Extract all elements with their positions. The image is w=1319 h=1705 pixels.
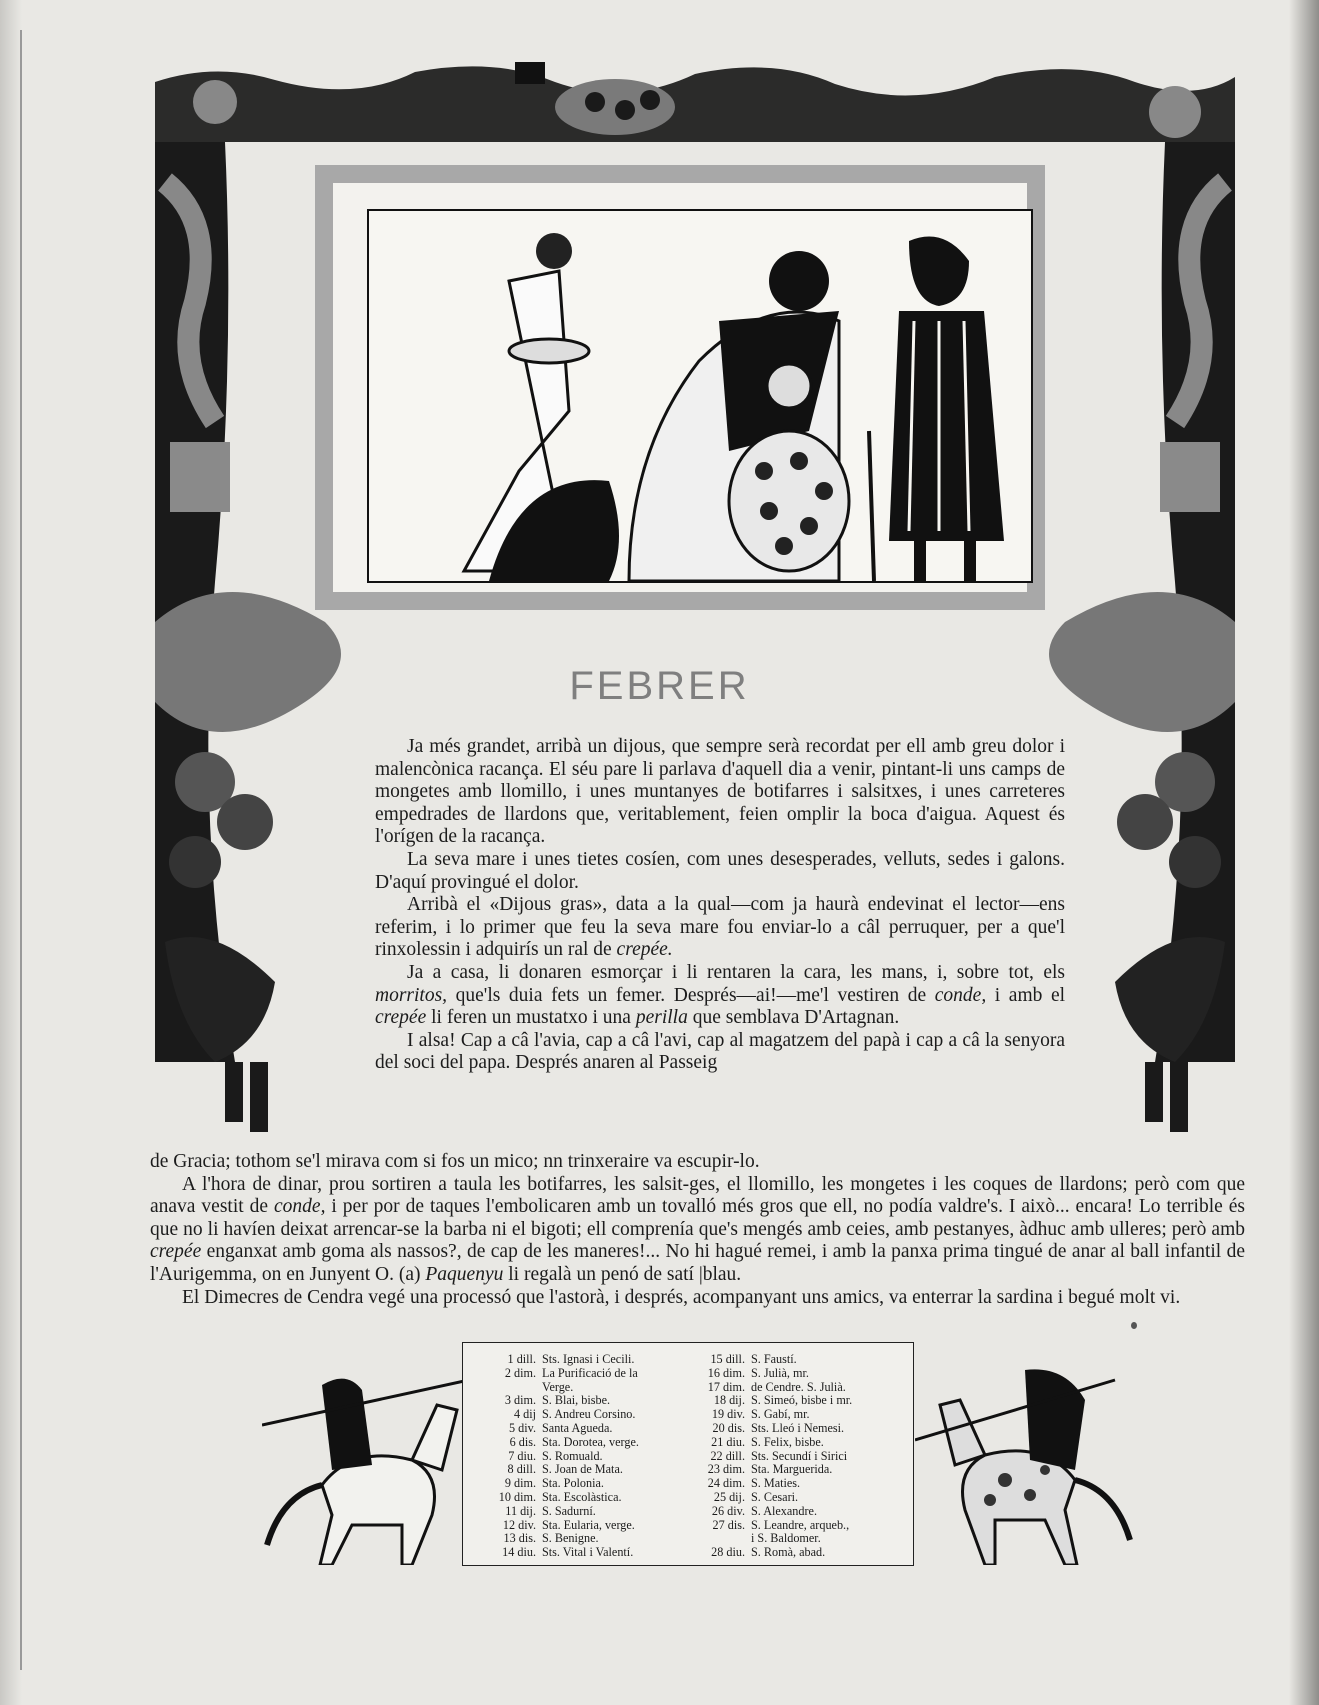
illustration-frame [315, 165, 1045, 610]
calendar-saint: S. Maties. [751, 1476, 801, 1491]
calendar-saint: S. Blai, bisbe. [542, 1393, 611, 1408]
calendar-day: 8 dill. [507, 1462, 536, 1477]
calendar-saint: de Cendre. S. Julià. [751, 1379, 846, 1394]
calendar-day: 10 dim. [498, 1489, 536, 1504]
calendar-row [488, 1532, 698, 1546]
calendar-saint: S. Sadurní. [542, 1503, 596, 1518]
calendar-row [488, 1353, 698, 1367]
calendar-saint: Santa Agueda. [542, 1420, 613, 1435]
dressing-scene-drawing [369, 211, 1031, 581]
calendar-day: 1 dill. [507, 1352, 536, 1366]
calendar-day [697, 1532, 751, 1546]
calendar-row [697, 1532, 907, 1546]
calendar-day: 23 dim. [707, 1462, 745, 1477]
calendar-row [697, 1353, 907, 1367]
page-shadow-right [1289, 0, 1319, 1705]
calendar-day: 7 diu. [508, 1448, 536, 1463]
calendar-day: 13 dis. [503, 1531, 536, 1546]
calendar-day: 27 dis. [712, 1517, 745, 1532]
calendar-row [488, 1367, 698, 1381]
calendar-day: 25 dij. [713, 1489, 745, 1504]
calendar-saint: Sta. Marguerida. [751, 1462, 833, 1477]
calendar-saint: La Purificació de la [542, 1365, 638, 1380]
calendar-row [488, 1436, 698, 1450]
calendar-saint: S. Felix, bisbe. [751, 1434, 824, 1449]
calendar-row [697, 1436, 907, 1450]
calendar-day: 4 dij [513, 1407, 536, 1422]
calendar-saint: S. Leandre, arqueb., [751, 1517, 850, 1532]
calendar-saint: Sta. Eularia, verge. [542, 1517, 635, 1532]
calendar-row [697, 1408, 907, 1422]
calendar-row [697, 1491, 907, 1505]
ink-speck [1131, 1322, 1137, 1329]
calendar-day: 17 dim. [707, 1379, 745, 1394]
calendar-row [488, 1381, 698, 1395]
calendar-day: 5 div. [509, 1420, 536, 1435]
calendar-saint: S. Faustí. [751, 1352, 797, 1366]
calendar-row [697, 1546, 907, 1560]
calendar-row [488, 1519, 698, 1533]
calendar-row [488, 1477, 698, 1491]
calendar-row [697, 1422, 907, 1436]
calendar-saint: i S. Baldomer. [751, 1531, 821, 1546]
calendar-day: 2 dim. [504, 1365, 536, 1380]
calendar-day: 20 dis. [712, 1420, 745, 1435]
calendar-row [697, 1394, 907, 1408]
calendar-row [488, 1422, 698, 1436]
calendar-row [697, 1367, 907, 1381]
calendar-saint: S. Andreu Corsino. [542, 1407, 636, 1422]
calendar-day: 21 diu. [711, 1434, 745, 1449]
right-rider-illustration [915, 1360, 1135, 1565]
calendar-saint: Sts. Ignasi i Cecili. [542, 1352, 635, 1366]
italic-word: crepée. [616, 939, 673, 961]
calendar-row [697, 1450, 907, 1464]
calendar-saint: Sts. Vital i Valentí. [542, 1545, 634, 1560]
calendar-day: 9 dim. [504, 1476, 536, 1491]
calendar-saint: S. Gabí, mr. [751, 1407, 810, 1422]
calendar-row [488, 1505, 698, 1519]
calendar-saint: S. Simeó, bisbe i mr. [751, 1393, 853, 1408]
left-rider-illustration [262, 1365, 492, 1565]
story-paragraph: Arribà el «Dijous gras», data a la qual—com ja haurà endevinat el lector—ens referim, i lo primer que feu la seva mare fou enviar-lo a câl perruquer, per a que'l rinxolessin i adquirís un ral de crepée. [375, 894, 1065, 961]
calendar-row [488, 1394, 698, 1408]
calendar-row [697, 1463, 907, 1477]
calendar-column-left [488, 1353, 698, 1560]
calendar-row [488, 1450, 698, 1464]
calendar-saint: S. Benigne. [542, 1531, 599, 1546]
calendar-day: 19 div. [711, 1407, 745, 1422]
calendar-saint: Sts. Lleó i Nemesi. [751, 1420, 845, 1435]
calendar-row [488, 1408, 698, 1422]
calendar-day: 26 div. [711, 1503, 745, 1518]
calendar-saint: S. Joan de Mata. [542, 1462, 623, 1477]
calendar-row [488, 1463, 698, 1477]
story-paragraph: I alsa! Cap a câ l'avia, cap a câ l'avi, cap al magatzem del papà i cap a câ la senyora del soci del papa. Després anaren al Passeig [375, 1029, 1065, 1074]
calendar-saint: Verge. [542, 1379, 574, 1394]
dressing-scene-illustration [367, 209, 1033, 583]
story-paragraph: El Dimecres de Cendra vegé una processó que l'astorà, i després, acompanyant uns amics, va enterrar la sardina i begué molt vi. [182, 1286, 1181, 1308]
illustration-mat [333, 183, 1027, 592]
calendar-day: 24 dim. [707, 1476, 745, 1491]
calendar-saint: S. Romuald. [542, 1448, 603, 1463]
calendar-row [697, 1381, 907, 1395]
calendar-saint: S. Cesari. [751, 1489, 799, 1504]
calendar-day [488, 1381, 542, 1395]
calendar-day: 18 dij. [713, 1393, 745, 1408]
story-column-wide [150, 1151, 1245, 1309]
story-column-narrow [375, 736, 1065, 1075]
story-paragraph: Ja més grandet, arribà un dijous, que sempre serà recordat per ell amb greu dolor i malencònica racança. El séu pare li parlava d'aquell dia a venir, pintant-li uns camps de mongetes amb llomillo, i unes muntanyes de botifarres i salsitxes, i unes carreteres empedrades de llardons que, veritablement, feien omplir la boca d'aigua. Aquest és l'orígen de la racança. [375, 736, 1065, 848]
story-paragraph-continued: de Gracia; tothom se'l mirava com si fos un mico; nn trinxeraire va escupir-lo. [150, 1151, 760, 1172]
calendar-day: 6 dis. [509, 1434, 536, 1449]
calendar-column-right [697, 1353, 907, 1560]
calendar-day: 3 dim. [504, 1393, 536, 1408]
calendar-day: 28 diu. [711, 1545, 745, 1560]
spine-line [20, 30, 22, 1670]
calendar-day: 12 div. [502, 1517, 536, 1532]
calendar-day: 15 dill. [710, 1352, 745, 1366]
story-paragraph: La seva mare i unes tietes cosíen, com unes desesperades, velluts, sedes i galons. D'aquí provingué el dolor. [375, 848, 1065, 893]
story-paragraph: A l'hora de dinar, prou sortiren a taula les botifarres, les salsit-ges, el llomillo, les mongetes i les coques de llardons; però com que anava vestit de conde, i per por de taques l'embolicaren amb un tovalló més gros que ell, no podía valdre's. I això... encara! Lo terrible és que no li havíen deixat arrencar-se la barba ni el bigoti; ell comprenía que's mengés amb ceies, amb pestanyes, àdhuc amb ulleres; però amb crepée enganxat amb goma als nassos?, de cap de les maneres!... No hi hagué remei, i amb la panxa prima tingué de anar al ball infantil de l'Aurigemma, on en Junyent O. (a) Paquenyu li regalà un penó de satí |blau. [150, 1173, 1245, 1285]
calendar-saint: Sts. Secundí i Sirici [751, 1448, 848, 1463]
calendar-row [697, 1505, 907, 1519]
calendar-day: 16 dim. [707, 1365, 745, 1380]
saints-calendar [462, 1342, 914, 1566]
calendar-row [697, 1477, 907, 1491]
calendar-saint: S. Julià, mr. [751, 1365, 809, 1380]
story-paragraph: Ja a casa, li donaren esmorçar i li rentaren la cara, les mans, i, sobre tot, els morritos, que'ls duia fets un femer. Després—ai!—me'l vestiren de conde, i amb el crepée li feren un mustatxo i una perilla que semblava D'Artagnan. [375, 961, 1066, 1029]
page-shadow-left [0, 0, 22, 1705]
calendar-saint: S. Alexandre. [751, 1503, 818, 1518]
calendar-saint: Sta. Escolàstica. [542, 1489, 622, 1504]
calendar-day: 14 diu. [502, 1545, 536, 1560]
month-title: FEBRER [569, 664, 750, 708]
calendar-row [697, 1519, 907, 1533]
calendar-row [488, 1491, 698, 1505]
calendar-day: 11 dij. [505, 1503, 536, 1518]
calendar-saint: Sta. Polonia. [542, 1476, 604, 1491]
calendar-row [488, 1546, 698, 1560]
calendar-saint: Sta. Dorotea, verge. [542, 1434, 639, 1449]
calendar-day: 22 dill. [710, 1448, 745, 1463]
calendar-saint: S. Romà, abad. [751, 1545, 826, 1560]
